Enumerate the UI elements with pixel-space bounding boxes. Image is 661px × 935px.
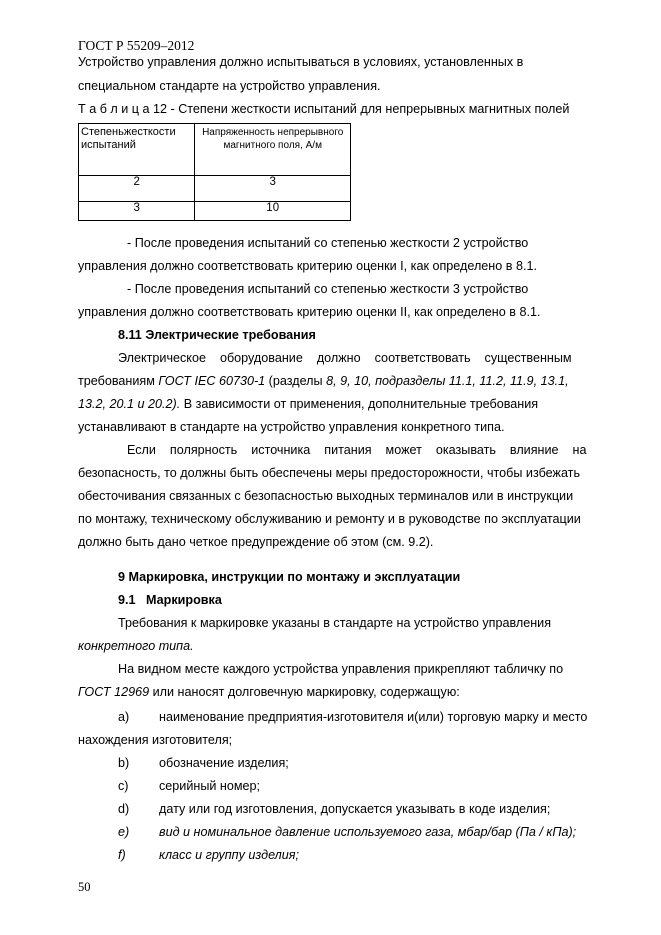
table-caption: Т а б л и ц а 12 - Степени жесткости испытаний для непрерывных магнитных полей [78, 102, 570, 116]
document-header: ГОСТ Р 55209–2012 [78, 38, 195, 53]
table-header-level: Степеньжесткости испытаний [79, 124, 195, 176]
section-8-11-line-2: требованиям ГОСТ IEC 60730-1 (разделы 8, 9, 10, подразделы 11.1, 11.2, 11.9, 13.1, [78, 374, 569, 388]
section-8-11-line-6: безопасность, то должны быть обеспечены меры предосторожности, чтобы избежать [78, 466, 581, 480]
section-8-11-line-7: обесточивания связанных с безопасностью выходных терминалов или в инструкции [78, 489, 574, 503]
after-table-p1-line1: - После проведения испытаний со степенью жесткости 2 устройство [127, 236, 529, 250]
section-8-11-line-3: 13.2, 20.1 и 20.2). В зависимости от применения, дополнительные требования [78, 397, 539, 411]
list-item-continuation: нахождения изготовителя; [78, 733, 233, 747]
section-8-11-heading: 8.11 Электрические требования [118, 328, 316, 342]
section-9-1-heading: 9.1 Маркировка [118, 593, 222, 607]
list-item-text: дату или год изготовления, допускается указывать в коде изделия; [159, 802, 551, 816]
section-9-1-p2-line1: На видном месте каждого устройства управления прикрепляют табличку по [118, 662, 564, 676]
after-table-p2-line1: - После проведения испытаний со степенью жесткости 3 устройство [127, 282, 529, 296]
list-item-text: вид и номинальное давление используемого газа, мбар/бар (Па / кПа); [159, 825, 577, 839]
table-cell-level: 3 [79, 202, 195, 221]
after-table-p1-line2: управления должно соответствовать критерию оценки I, как определено в 8.1. [78, 259, 537, 273]
section-9-1-p2-line2: ГОСТ 12969 или наносят долговечную маркировку, содержащую: [78, 685, 460, 699]
table-cell-level: 2 [79, 176, 195, 202]
list-item-text: серийный номер; [159, 779, 261, 793]
list-item-label: b) [118, 756, 130, 770]
list-item-label: d) [118, 802, 130, 816]
table-header-strength: Напряженность непрерывного магнитного поля, А/м [195, 124, 351, 176]
list-item-label: a) [118, 710, 130, 724]
list-item-text: обозначение изделия; [159, 756, 289, 770]
list-item-label: e) [118, 825, 130, 839]
section-8-11-line-5: Если полярность источника питания может оказывать влияние на [127, 443, 587, 457]
section-9-1-p1-line2: конкретного типа. [78, 639, 194, 653]
after-table-p2-line2: управления должно соответствовать критерию оценки II, как определено в 8.1. [78, 305, 541, 319]
page-number: 50 [78, 880, 91, 894]
section-8-11-line-8: по монтажу, техническому обслуживанию и ремонту и в руководстве по эксплуатации [78, 512, 581, 526]
section-8-11-line-4: устанавливают в стандарте на устройство управления конкретного типа. [78, 420, 505, 434]
stiffness-table [78, 123, 351, 221]
intro-line-1: Устройство управления должно испытываться в условиях, установленных в [78, 55, 524, 69]
list-item-label: c) [118, 779, 129, 793]
table-row [79, 176, 351, 202]
list-item-label: f) [118, 848, 126, 862]
list-item-text: класс и группу изделия; [159, 848, 299, 862]
section-9-1-p1-line1: Требования к маркировке указаны в стандарте на устройство управления [118, 616, 552, 630]
table-header-row [79, 124, 351, 176]
section-9-heading: 9 Маркировка, инструкции по монтажу и эксплуатации [118, 570, 461, 584]
section-8-11-line-9: должно быть дано четкое предупреждение об этом (см. 9.2). [78, 535, 434, 549]
table-row [79, 202, 351, 221]
table-cell-strength: 10 [195, 202, 351, 221]
intro-line-2: специальном стандарте на устройство управления. [78, 79, 381, 93]
list-item-text: наименование предприятия-изготовителя и(или) торговую марку и место [159, 710, 588, 724]
section-8-11-line-1: Электрическое оборудование должно соответствовать существенным [118, 351, 572, 365]
table-cell-strength: 3 [195, 176, 351, 202]
